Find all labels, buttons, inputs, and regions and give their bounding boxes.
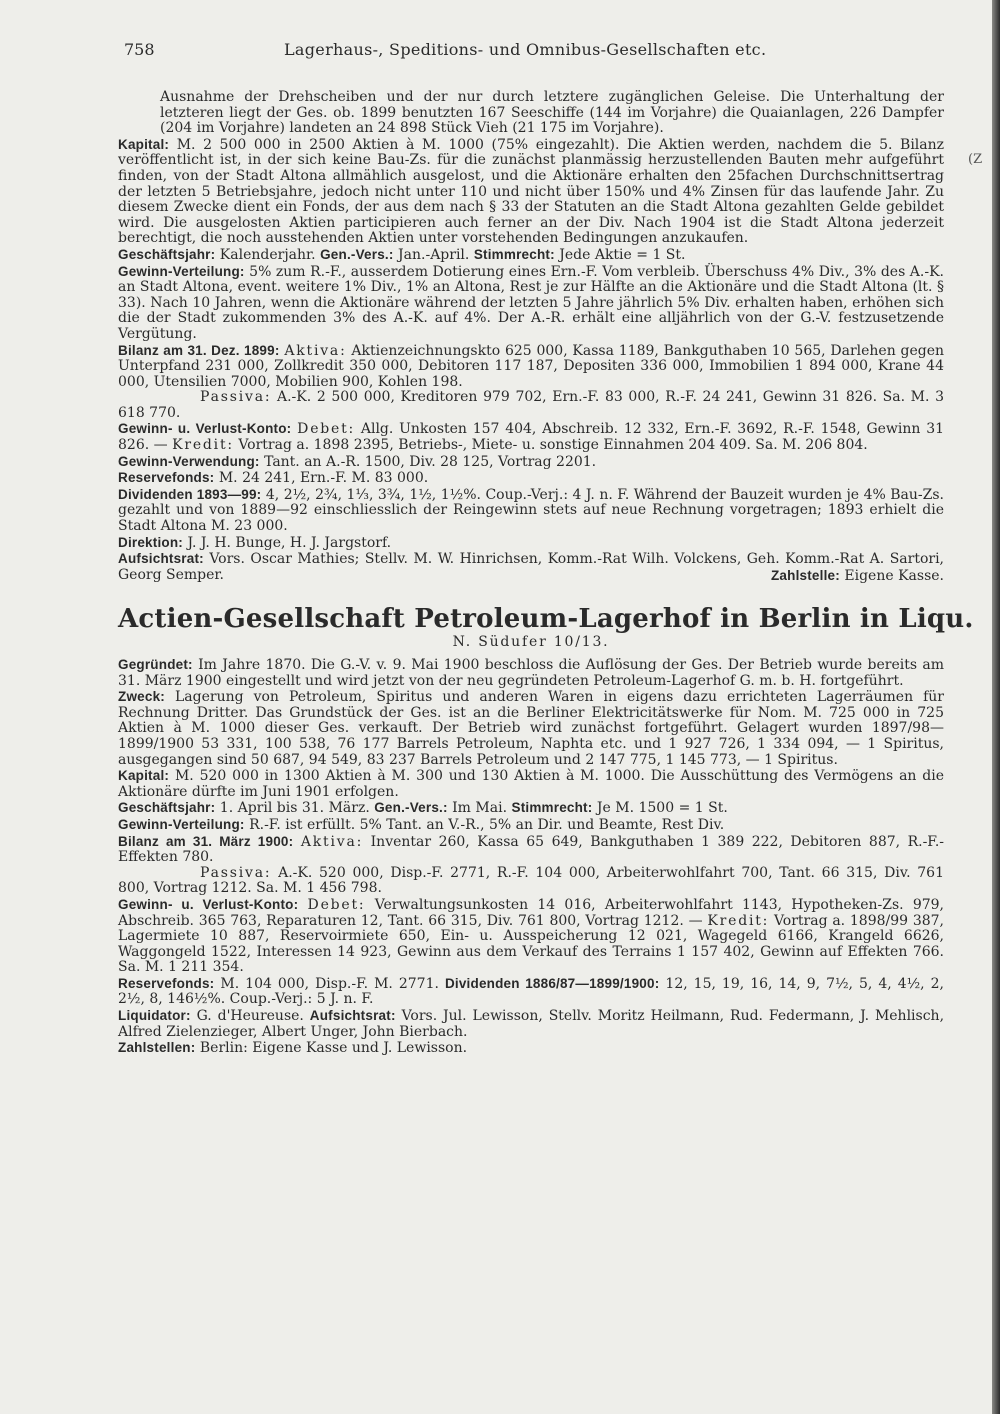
genvers2-text: Im Mai. xyxy=(452,800,508,817)
gewinnverteilung2-text: R.-F. ist erfüllt. 5% Tant. an V.-R., 5% an Dir. und Beamte, Rest Div. xyxy=(249,816,725,833)
geschaeftsjahr-label: Geschäftsjahr: xyxy=(118,246,216,262)
aufsichtsrat2-label: Aufsichtsrat: xyxy=(309,1008,396,1024)
page-number: 758 xyxy=(124,40,155,59)
zahlstelle-text: Eigene Kasse. xyxy=(844,567,944,584)
dividenden-entry xyxy=(118,487,944,535)
gegruendet-label: Gegründet: xyxy=(118,657,193,672)
passiva2-entry xyxy=(118,866,944,897)
reservefonds-entry xyxy=(118,470,944,487)
kapital-entry xyxy=(118,137,944,247)
aufsichtsrat2-text: Vors. Jul. Lewisson, Stellv. Moritz Heilmann, Rud. Federmann, J. Mehlisch, Alfred Zielenzieger, Albert Unger, John Bierbach. xyxy=(118,1008,945,1040)
bilanz-label: Bilanz am 31. Dez. 1899: xyxy=(118,342,280,358)
zweck-label: Zweck: xyxy=(118,689,165,705)
stimmrecht2-text: Je M. 1500 = 1 St. xyxy=(596,800,728,817)
running-title: Lagerhaus-, Speditions- und Omnibus-Gesellschaften etc. xyxy=(284,40,767,59)
passiva-text: A.-K. 2 500 000, Kreditoren 979 702, Ern.-F. 83 000, R.-F. 24 241, Gewinn 31 826. Sa. M. 3 618 770. xyxy=(118,389,944,421)
dividenden2-text: 12, 15, 19, 16, 14, 9, 7½, 5, 4, 4½, 2, 2½, 8, 146½%. Coup.-Verj.: 5 J. n. F. xyxy=(118,975,944,1008)
reservefonds-text: M. 24 241, Ern.-F. M. 83 000. xyxy=(218,470,429,487)
zweck-entry xyxy=(118,689,944,768)
gewinnverteilung-text: 5% zum R.-F., ausserdem Dotierung eines Ern.-F. Vom verbleib. Überschuss 4% Div., 3% des A.-K. an Stadt Altona, event. weitere 1% Div., 1% an Altona, Rest je zur Hälfte an die Aktionäre und die Stadt Altona (lt. § 33). Nach 10 Jahren, wenn die Aktionäre während der letzten 5 Jahre jährlich 5% Div. erhalten haben, erhöhen sich die der Stadt zukommenden 3% des A.-K. auf 4%. Der A.-R. erhält eine alljährlich von der G.-V. festzusetzende Vergütung. xyxy=(118,263,944,342)
page-header xyxy=(124,40,944,66)
aktiva2-label: Aktiva: xyxy=(300,833,364,850)
dividenden-text: 4, 2½, 2¾, 1⅓, 3¾, 1½, 1½%. Coup.-Verj.: 4 J. n. F. Während der Bauzeit wurden je 4% Bau-Zs. gezahlt und von 1889—92 einschliesslich der Reingewinn stets auf neue Rechnung vorgetragen; 1893 erhielt die Stadt Altona M. 23 000. xyxy=(118,486,944,535)
bilanz2-label: Bilanz am 31. März 1900: xyxy=(118,833,294,849)
debet2-text: Verwaltungsunkosten 14 016, Arbeiterwohlfahrt 1143, Hypotheken-Zs. 979, Abschreib. 365 763, Reparaturen 12, Tant. 66 315, Div. 761 800, Vortrag 1212. xyxy=(118,896,944,929)
kapital-text: M. 2 500 000 in 2500 Aktien à M. 1000 (75% eingezahlt). Die Aktien werden, nachdem die 5. Bilanz veröffentlicht ist, in der sich keine Bau-Zs. für die zunächst planmässig herzustellenden Bauten mehr aufgeführt finden, von der Stadt Altona allmählich ausgelost, und die Aktionäre erhalten den 25fachen Durchschnittsertrag der letzten 5 Betriebsjahre, jedoch nicht unter 110 und nicht über 150% und 4% Zinsen für das laufende Jahr. Zu diesem Zwecke dient ein Fonds, der aus dem nach § 33 der Statuten an die Stadt Altona gezahlten Gelde gebildet wird. Die ausgelosten Aktien participieren auch ferner an der Div. Nach 1904 ist die Stadt Altona jederzeit berechtigt, die noch ausstehenden Aktien unter vorstehenden Bedingungen anzukaufen. xyxy=(118,136,945,247)
zahlstellen-entry xyxy=(118,1040,944,1057)
gewinnverteilung-label: Gewinn-Verteilung: xyxy=(118,263,245,279)
liquidator-text: G. d'Heureuse. xyxy=(196,1008,304,1025)
genvers2-label: Gen.-Vers.: xyxy=(374,800,448,816)
reservefonds2-label: Reservefonds: xyxy=(118,975,215,991)
kapital2-label: Kapital: xyxy=(118,768,170,784)
stimmrecht-text: Jede Aktie = 1 St. xyxy=(559,246,686,263)
gegruendet-text: Im Jahre 1870. Die G.-V. v. 9. Mai 1900 beschloss die Auflösung der Ges. Der Betrieb wurde bereits am 31. März 1900 eingestellt und wird jetzt von der neu gegründeten Petroleum-Lagerhof G. m. b. H. fortgeführt. xyxy=(118,657,945,689)
stimmrecht2-label: Stimmrecht: xyxy=(511,800,593,816)
genvers-text: Jan.-April. xyxy=(398,246,470,263)
bilanz-entry xyxy=(118,343,944,391)
reservefonds2-text: M. 104 000, Disp.-F. M. 2771. xyxy=(220,975,439,992)
geschaeftsjahr2-label: Geschäftsjahr: xyxy=(118,800,216,816)
guv2-entry: Gewinn- u. Verlust-Konto: Debet: Verwaltungsunkosten 14 016, Arbeiterwohlfahrt 1143, Hypotheken-Zs. 979, Abschreib. 365 763, Reparaturen 12, Tant. 66 315, Div. 761 800, Vortrag 1212. — Kredit: Vortrag a. 1898/99 387, Lagermiete 10 887, Reservoirmiete 650, Ein- u. Ausspeicherung 12 021, Wagegeld 6166, Krangeld 6626, Waggongeld 1522, Interessen 14 923, Gewinn aus dem Verkauf des Terrains 1 157 402, Gewinn auf Effekten 766. Sa. M. 1 211 354. xyxy=(118,896,944,976)
debet2-label: Debet: xyxy=(307,896,366,913)
kredit2-label: Kredit: xyxy=(707,912,770,929)
zahlstellen-label: Zahlstellen: xyxy=(118,1040,196,1056)
aktiva2-text: Inventar 260, Kassa 65 649, Bankguthaben 1 389 222, Debitoren 887, R.-F.-Effekten 780. xyxy=(118,833,945,866)
gewinnverteilung-entry xyxy=(118,264,944,343)
company-title: Actien-Gesellschaft Petroleum-Lagerhof in Berlin in Liqu. xyxy=(118,604,974,635)
gewinnverteilung2-label: Gewinn-Verteilung: xyxy=(118,816,245,832)
gewinnverwendung-label: Gewinn-Verwendung: xyxy=(118,453,260,469)
geschaeftsjahr-text: Kalenderjahr. xyxy=(219,246,316,263)
direktion-label: Direktion: xyxy=(118,534,184,550)
kapital2-text: M. 520 000 in 1300 Aktien à M. 300 und 130 Aktien à M. 1000. Die Ausschüttung des Vermögens an die Aktionäre dürfte im Juni 1901 erfolgen. xyxy=(118,768,944,800)
aufsichtsrat-text: Vors. Oscar Mathies; Stellv. M. W. Hinrichsen, Komm.-Rat Wilh. Volckens, Geh. Komm.-Rat A. Sartori, Georg Semper. xyxy=(118,551,944,583)
direktion-text: J. J. H. Bunge, H. J. Jargstorf. xyxy=(187,534,392,551)
page-content xyxy=(118,89,974,1057)
scan-edge-shadow xyxy=(992,0,1000,1414)
company-address: N. Südufer 10/13. xyxy=(452,634,610,651)
gegruendet-entry xyxy=(118,657,944,689)
passiva2-label: Passiva: xyxy=(200,864,272,881)
aufsichtsrat-label: Aufsichtsrat: xyxy=(118,551,204,567)
guv-entry: Gewinn- u. Verlust-Konto: Debet: Allg. Unkosten 157 404, Abschreib. 12 332, Ern.-F. 3692, R.-F. 1548, Gewinn 31 826. — Kredit: Vortrag a. 1898 2395, Betriebs-, Miete- u. sonstige Einnahmen 204 409. Sa. M. 206 804. xyxy=(118,421,945,454)
passiva2-text: A.-K. 520 000, Disp.-F. 2771, R.-F. 104 000, Arbeiterwohlfahrt 700, Tant. 66 315, Div. 761 800, Vortrag 1212. Sa. M. 1 456 798. xyxy=(118,864,944,897)
genvers-label: Gen.-Vers.: xyxy=(320,246,394,262)
kredit-text: Vortrag a. 1898 2395, Betriebs-, Miete- u. sonstige Einnahmen 204 409. Sa. M. 206 804. xyxy=(238,437,868,454)
bilanz2-entry xyxy=(118,834,944,866)
aktiva-label: Aktiva: xyxy=(284,342,347,359)
geschaeftsjahr2-text: 1. April bis 31. März. xyxy=(219,800,370,817)
passiva-entry xyxy=(118,390,944,421)
dividenden2-label: Dividenden 1886/87—1899/1900: xyxy=(444,975,660,991)
debet-label: Debet: xyxy=(297,421,356,438)
geschaeftsjahr-entry xyxy=(118,247,944,264)
guv-label: Gewinn- u. Verlust-Konto: xyxy=(118,421,292,437)
geschaeftsjahr2-entry xyxy=(118,800,944,817)
reservefonds2-entry xyxy=(118,976,944,1008)
zweck-text: Lagerung von Petroleum, Spiritus und anderen Waren in eigens dazu errichteten Lagerräumen für Rechnung Dritter. Das Grundstück der Ges. ist an die Berliner Elektricitätswerke für Nom. M. 725 000 in 725 Aktien à M. 1000 dieser Ges. verkauft. Der Betrieb wird zunächst fortgeführt. Gelagert wurden 1897/98—1899/1900 53 331, 100 538, 76 177 Barrels Petroleum, Naphta etc. und 1 927 726, 1 334 094, — 1 Spiritus, ausgegangen sind 50 687, 94 549, 83 237 Barrels Petroleum und 2 147 775, 1 145 773, — 1 Spiritus. xyxy=(118,689,944,768)
gewinnverwendung-text: Tant. an A.-R. 1500, Div. 28 125, Vortrag 2201. xyxy=(264,453,597,470)
liquidator-entry xyxy=(118,1008,944,1040)
kapital-label: Kapital: xyxy=(118,136,170,152)
stimmrecht-label: Stimmrecht: xyxy=(473,246,555,262)
liquidator-label: Liquidator: xyxy=(118,1008,191,1024)
margin-fragment: (Z xyxy=(968,152,983,167)
direktion-entry xyxy=(118,535,944,552)
intro-paragraph: Ausnahme der Drehscheiben und der nur durch letztere zugänglichen Geleise. Die Unterhaltung der letzteren liegt der Ges. ob. 1899 benutzten 167 Seeschiffe (144 im Vorjahre) die Quaianlagen, 226 Dampfer (204 im Vorjahre) landeten an 24 898 Stück Vieh (21 175 im Vorjahre). xyxy=(160,89,944,137)
passiva-label: Passiva: xyxy=(200,389,272,406)
gewinnverteilung2-entry xyxy=(118,817,944,834)
aktiva-text: Aktienzeichnungskto 625 000, Kassa 1189, Bankguthaben 10 565, Darlehen gegen Unterpfand 231 000, Zollkredit 350 000, Debitoren 117 187, Depositen 336 000, Immobilien 1 894 000, Krane 44 000, Utensilien 7000, Mobilien 900, Kohlen 198. xyxy=(118,342,945,390)
aufsichtsrat-entry xyxy=(118,551,944,583)
kredit2-text: Vortrag a. 1898/99 387, Lagermiete 10 887, Reservoirmiete 650, Ein- u. Ausspeicherung 12 021, Wagegeld 6166, Krangeld 6626, Waggongeld 1522, Interessen 14 923, Gewinn aus dem Verkauf des Terrains 1 157 402, Gewinn auf Effekten 766. Sa. M. 1 211 354. xyxy=(118,912,944,976)
dividenden-label: Dividenden 1893—99: xyxy=(118,486,262,502)
zahlstelle-entry xyxy=(771,568,944,585)
zahlstelle-label: Zahlstelle: xyxy=(770,567,840,583)
kapital2-entry xyxy=(118,768,944,800)
gewinnverwendung-entry xyxy=(118,454,944,471)
guv2-label: Gewinn- u. Verlust-Konto: xyxy=(118,896,299,912)
debet-text: Allg. Unkosten 157 404, Abschreib. 12 332, Ern.-F. 3692, R.-F. 1548, Gewinn 31 826. xyxy=(118,421,945,454)
kredit-label: Kredit: xyxy=(172,437,234,454)
zahlstellen-text: Berlin: Eigene Kasse und J. Lewisson. xyxy=(199,1040,468,1057)
reservefonds-label: Reservefonds: xyxy=(118,470,215,486)
